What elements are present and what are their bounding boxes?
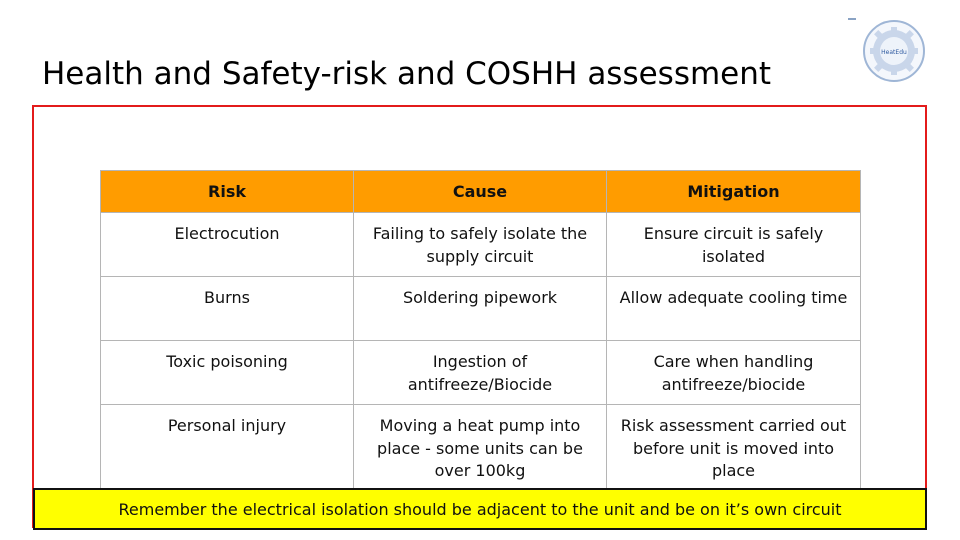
cell-risk: Personal injury (101, 405, 354, 492)
cell-cause: Ingestion of antifreeze/Biocide (354, 341, 607, 405)
risk-table (100, 170, 861, 492)
cell-mitigation: Care when handling antifreeze/biocide (607, 341, 861, 405)
cell-risk: Toxic poisoning (101, 341, 354, 405)
logo (862, 19, 926, 83)
logo-text: HeatEdu (881, 49, 907, 56)
page-title: Health and Safety-risk and COSHH assessment (42, 56, 772, 92)
gear-logo-icon (862, 19, 926, 83)
table-header-row (101, 171, 861, 213)
cell-mitigation: Risk assessment carried out before unit is moved into place (607, 405, 861, 492)
header-mitigation: Mitigation (607, 171, 861, 213)
table-row (101, 341, 861, 405)
cell-cause: Moving a heat pump into place - some units can be over 100kg (354, 405, 607, 492)
table-row (101, 213, 861, 277)
cell-mitigation: Ensure circuit is safely isolated (607, 213, 861, 277)
table-row (101, 405, 861, 492)
cell-mitigation: Allow adequate cooling time (607, 277, 861, 341)
cell-cause: Failing to safely isolate the supply circuit (354, 213, 607, 277)
cell-risk: Burns (101, 277, 354, 341)
cell-risk: Electrocution (101, 213, 354, 277)
cell-cause: Soldering pipework (354, 277, 607, 341)
table-row (101, 277, 861, 341)
logo-dash (848, 18, 856, 20)
header-cause: Cause (354, 171, 607, 213)
isolation-note: Remember the electrical isolation should be adjacent to the unit and be on it’s own circuit (33, 488, 927, 530)
header-risk: Risk (101, 171, 354, 213)
